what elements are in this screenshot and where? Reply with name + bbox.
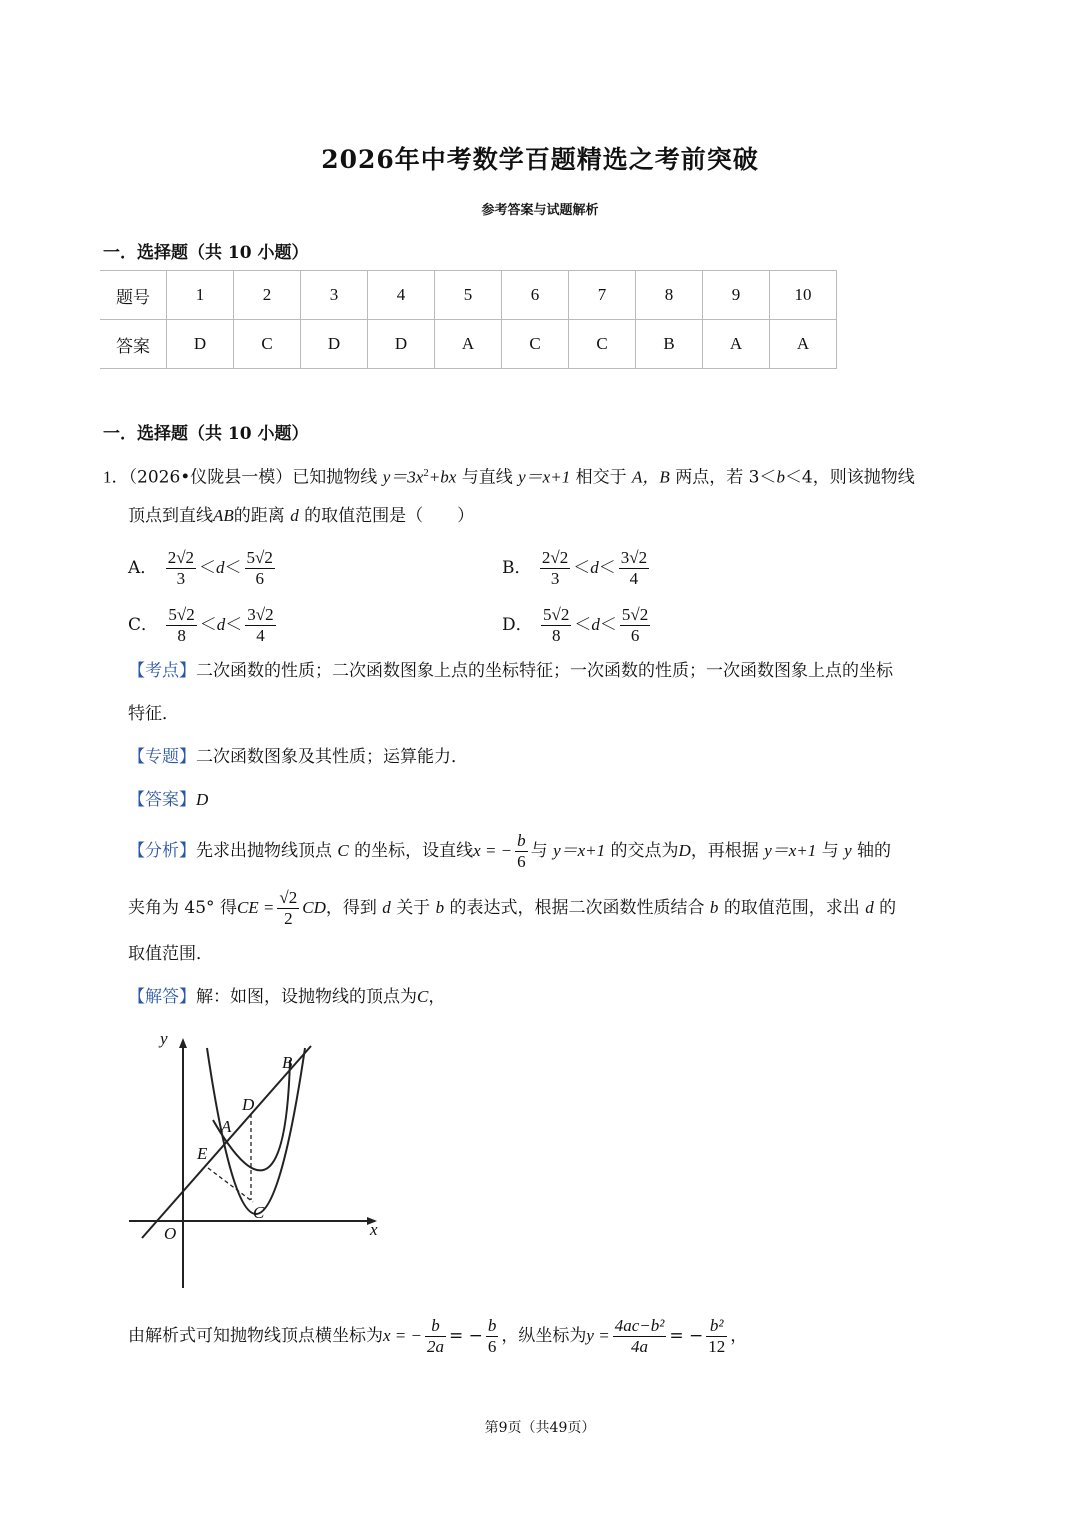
label-y: y [160, 1029, 168, 1048]
label-e: E [197, 1144, 208, 1163]
fenxi-line3: 取值范围． [128, 944, 213, 964]
zhuanti-line: 【专题】二次函数图象及其性质；运算能力． [128, 747, 468, 767]
fenxi-line1: 【分析】先求出抛物线顶点 C 的坐标，设直线x = − $\frac{b}{6}$ 与 y＝x+1 的交点为D，再根据 y＝x+1 与 y 轴的 [128, 831, 892, 871]
question-stem-line1: 1．（2026•仪陇县一模）已知抛物线 $y=3x^2+bx$ 与直线 y＝x+1 相交于 A，B 两点，若 3＜b＜4，则该抛物线 [103, 467, 915, 488]
option-b: B． $\frac{2√2}{3}$ ＜d＜ $\frac{3√2}{4}$ [502, 548, 648, 588]
option-a: A． $\frac{2√2}{3}$ ＜d＜ $\frac{5√2}{6}$ [128, 548, 273, 588]
page-subtitle: 参考答案与试题解析 [481, 203, 599, 218]
table-cell: D [368, 320, 435, 369]
table-cell: 9 [703, 271, 770, 320]
page-footer: 第9页（共49页） [484, 1420, 596, 1436]
fenxi-line2: 夹角为 45° 得CE = $\frac{√2}{2}$ CD，得到 d 关于 b 的表达式，根据二次函数性质结合 b 的取值范围，求出 d 的 [128, 888, 897, 928]
table-cell: B [636, 320, 703, 369]
table-cell: 10 [770, 271, 837, 320]
table-cell: 6 [502, 271, 569, 320]
table-cell: D [167, 320, 234, 369]
table-cell: 5 [435, 271, 502, 320]
vertex-coordinate-line: 由解析式可知抛物线顶点横坐标为x = − $\frac{b}{2a}$ = − $\frac{b}{6}$ ，纵坐标为y = $\frac{\text{4ac−b²}}{4a}$ = − $\frac{\text{b²}}{12}$ ， [128, 1316, 748, 1356]
section-title: 一．选择题（共 10 小题） [103, 243, 309, 263]
kaodian-line2: 特征． [128, 704, 179, 724]
question-stem-line2: 顶点到直线AB的距离 d 的取值范围是（ ） [128, 506, 475, 526]
answer-table [100, 270, 837, 369]
table-cell: 4 [368, 271, 435, 320]
table-cell: 8 [636, 271, 703, 320]
table-cell: A [703, 320, 770, 369]
section-title-2: 一．选择题（共 10 小题） [103, 424, 309, 444]
table-cell: 1 [167, 271, 234, 320]
table-cell: C [502, 320, 569, 369]
label-x: x [370, 1220, 378, 1239]
jieda-line: 【解答】解：如图，设抛物线的顶点为C， [128, 987, 446, 1007]
table-row [100, 320, 837, 369]
table-cell: A [770, 320, 837, 369]
page-title: 2026年中考数学百题精选之考前突破 [321, 145, 759, 174]
option-c: C． $\frac{5√2}{8}$ ＜d＜ $\frac{3√2}{4}$ [128, 605, 274, 645]
option-d: D． $\frac{5√2}{8}$ ＜d＜ $\frac{5√2}{6}$ [502, 605, 649, 645]
table-cell: A [435, 320, 502, 369]
table-row [100, 271, 837, 320]
kaodian-line1: 【考点】二次函数的性质；二次函数图象上点的坐标特征；一次函数的性质；一次函数图象上点的坐标 [128, 661, 893, 681]
table-cell: C [569, 320, 636, 369]
label-c: C [253, 1203, 265, 1222]
table-cell: 3 [301, 271, 368, 320]
parabola-figure [125, 1020, 395, 1295]
label-b: B [282, 1053, 293, 1072]
table-cell: D [301, 320, 368, 369]
answer-line: 【答案】D [128, 790, 209, 810]
table-cell: 答案 [100, 320, 167, 369]
table-cell: 7 [569, 271, 636, 320]
label-a: A [221, 1117, 232, 1136]
label-d: D [242, 1095, 255, 1114]
table-cell: 2 [234, 271, 301, 320]
table-cell: C [234, 320, 301, 369]
table-cell: 题号 [100, 271, 167, 320]
label-o: O [164, 1224, 177, 1243]
